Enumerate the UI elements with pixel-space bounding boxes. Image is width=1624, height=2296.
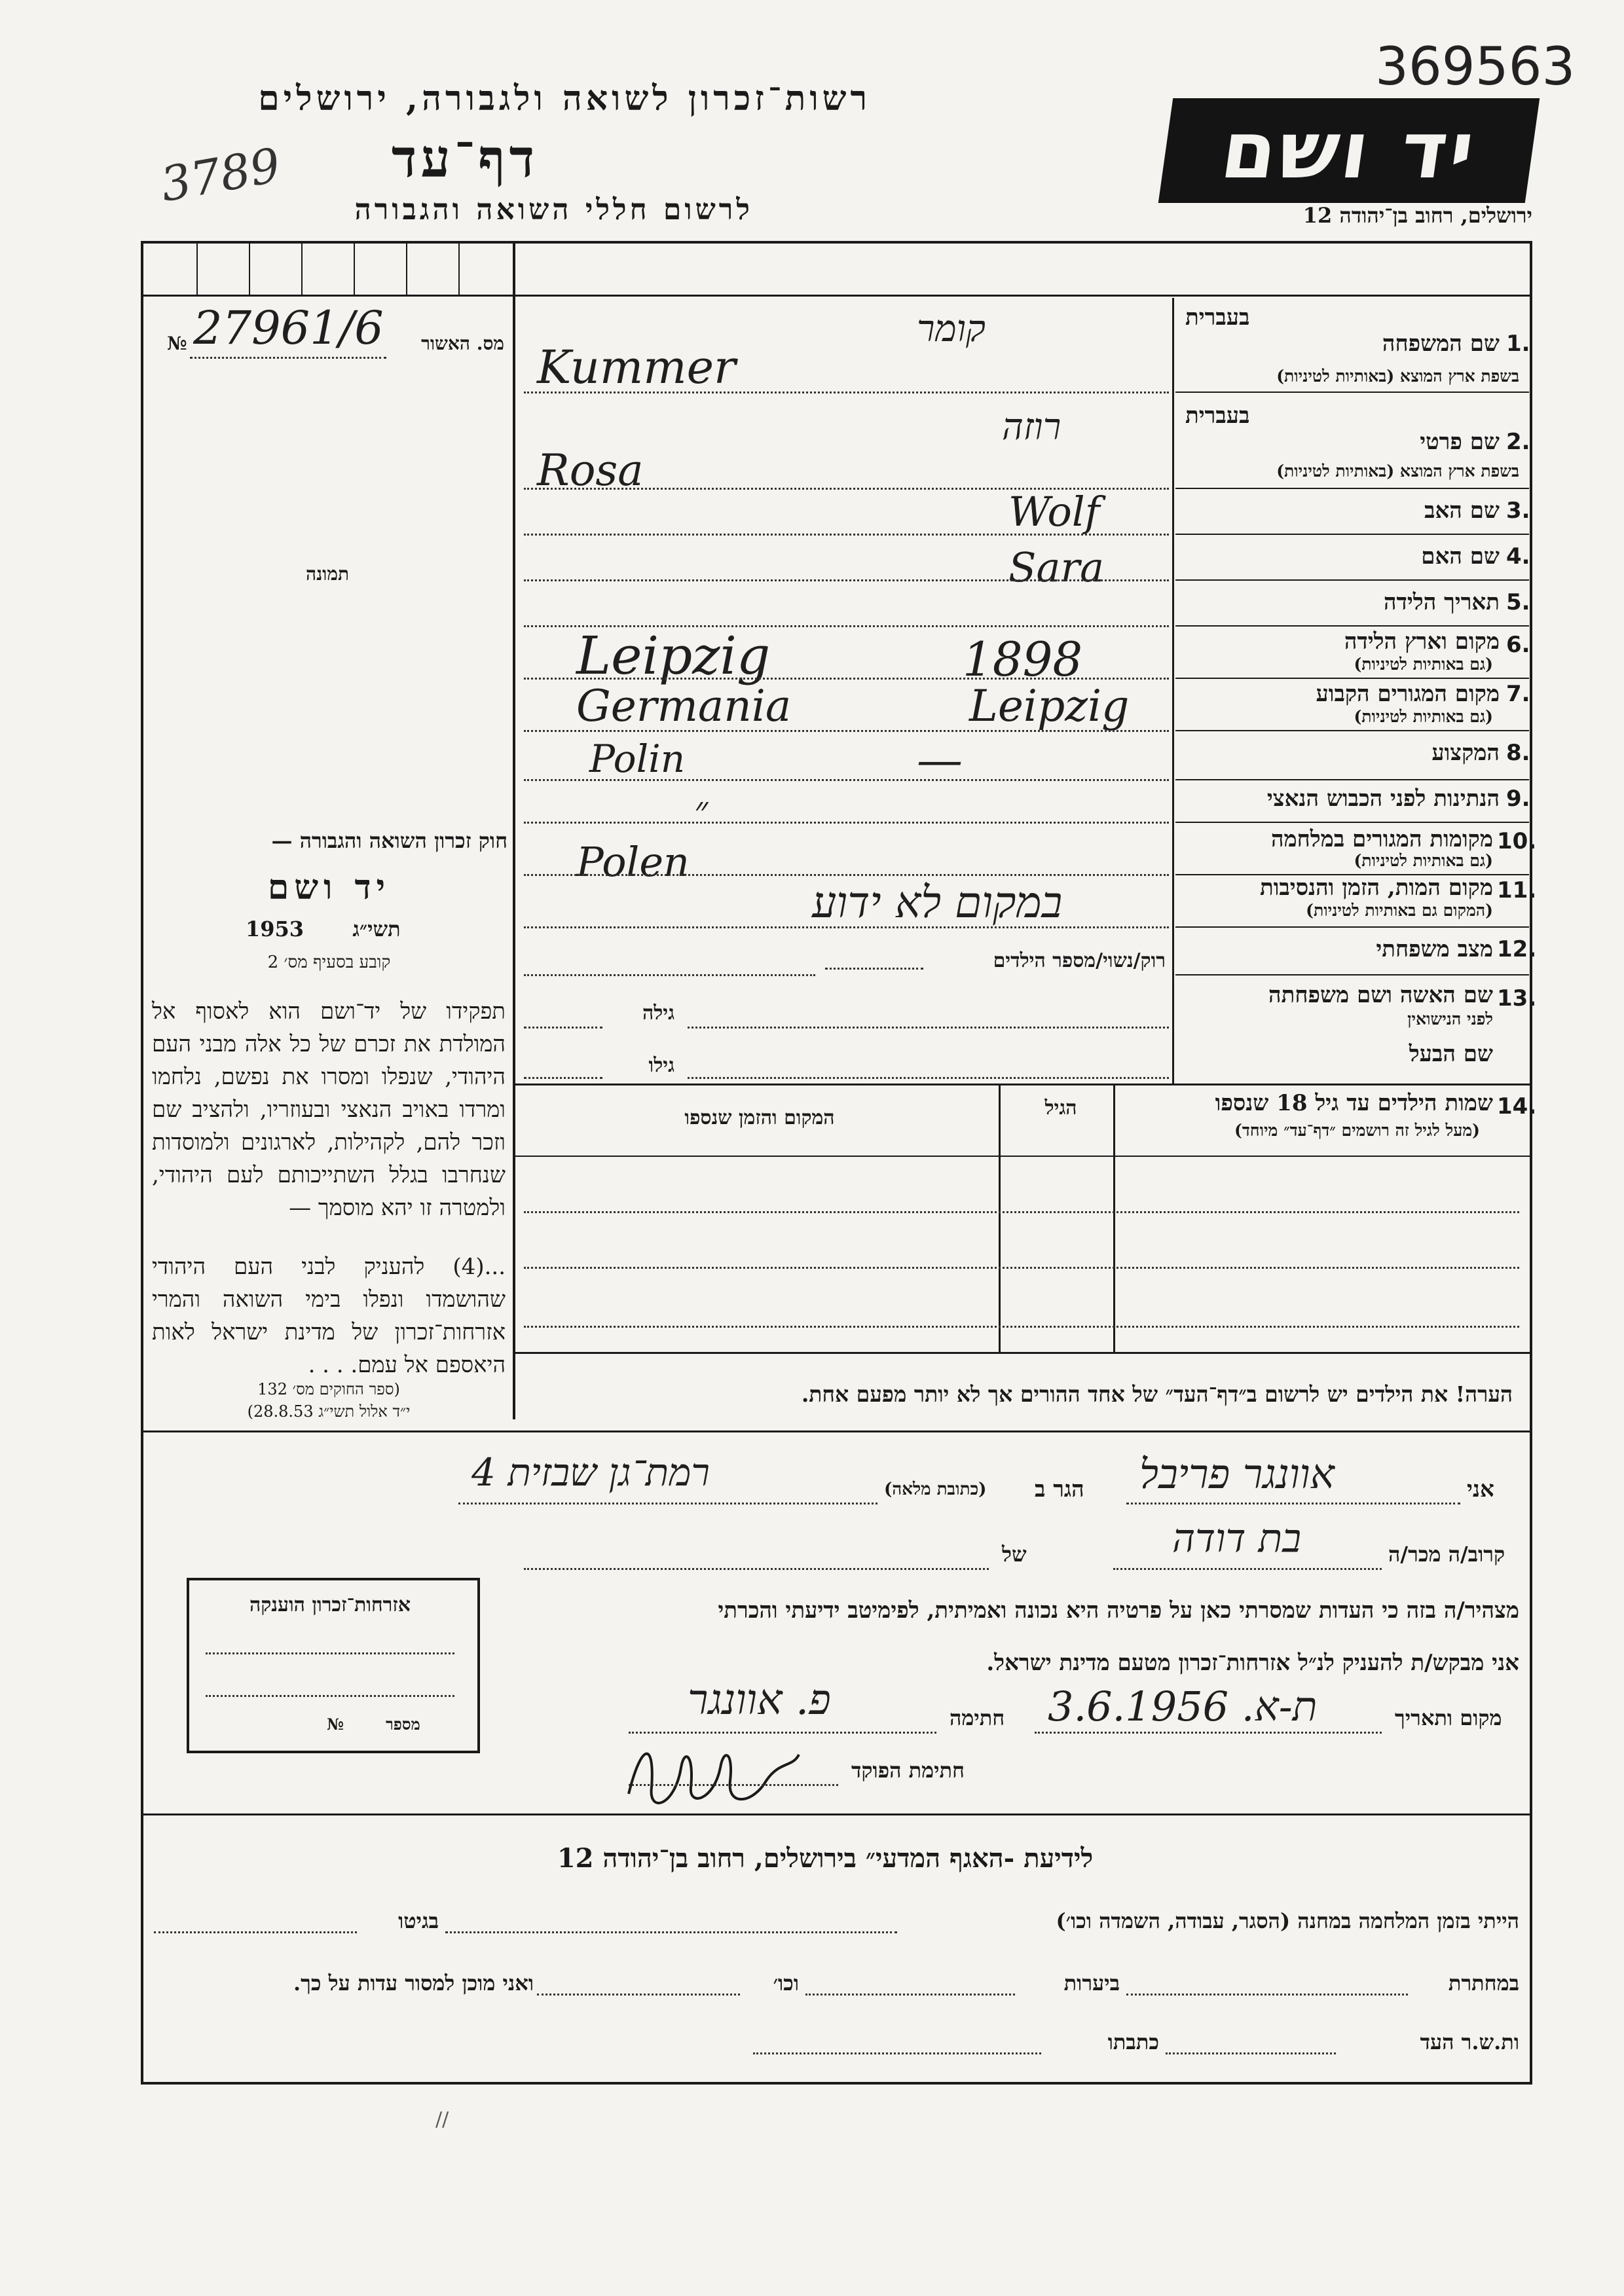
- statement-1: מצהיר/ה בזה כי העדות שמסרתי כאן על פרטיה היא נכונה ואמיתית, לפימיטב ידיעתי והכרתי: [718, 1597, 1519, 1624]
- info-line2-c: וכו׳: [773, 1971, 799, 1995]
- frame-right: [1530, 241, 1532, 2084]
- top-box-divider: [406, 241, 407, 295]
- field-12-line: [524, 974, 815, 976]
- row-line: [1175, 625, 1529, 627]
- field-2-number: 2.: [1506, 429, 1530, 455]
- law-source-1: (ספר החוקים מס׳ 132: [257, 1380, 400, 1398]
- info-line3-dots-2: [753, 2052, 1041, 2054]
- declarant-name: אוונגר פריבל: [1139, 1450, 1335, 1498]
- of-line: [524, 1568, 989, 1570]
- statement-2: אני מבקש/ת להעניק לנ״ל אזרחות־זכרון מטעם מדינת ישראל.: [986, 1650, 1519, 1676]
- field-10-number: 10.: [1497, 828, 1537, 854]
- law-clause: קובע בסעיף מס׳ 2: [267, 953, 391, 972]
- name-line: [1126, 1503, 1460, 1504]
- row-line: [1175, 822, 1529, 823]
- info-line1-ghetto-dots: [154, 1931, 357, 1933]
- citizenship-box-prefix: №: [327, 1715, 344, 1734]
- law-hebrew-year: תשי״ג: [352, 917, 401, 941]
- info-line2-dots-3: [537, 1994, 740, 1995]
- citizenship-box-line: [206, 1652, 454, 1654]
- field-2-sub: בשפת ארץ המוצא (באותיות לטיניות): [1276, 462, 1519, 481]
- field-1-line: [524, 392, 1169, 393]
- approval-line: [190, 357, 386, 359]
- officer-signature-label: חתימת הפוקד: [851, 1758, 965, 1783]
- field-6-label: מקום וארץ הלידה: [1344, 629, 1500, 655]
- info-line2-a: במחתרת: [1448, 1971, 1519, 1995]
- row-line: [1175, 392, 1529, 393]
- field-4-label: שם האם: [1421, 543, 1500, 570]
- row-line: [1175, 926, 1529, 928]
- field-11-label: מקום המות, הזמן והנסיבות: [1259, 875, 1493, 901]
- field-8-value2: —: [917, 733, 963, 787]
- field-2-label: שם פרטי: [1420, 429, 1500, 455]
- approval-label: מס. האשור: [421, 333, 504, 354]
- field-4-number: 4.: [1506, 543, 1530, 570]
- children-title: שמות הילדים עד גיל 18 שנספו: [1215, 1090, 1493, 1116]
- top-box-divider: [354, 241, 355, 295]
- relation-line: [1113, 1568, 1382, 1570]
- address-hint: (כתובת מלאה): [884, 1480, 987, 1499]
- field-7-label: מקום המגורים הקבוע: [1316, 681, 1500, 707]
- field-13-line: [688, 1027, 1169, 1029]
- top-box-divider: [458, 241, 460, 295]
- field-7-value2: Leipzig: [969, 681, 1130, 731]
- declarant-address: רמת־גן שבזית 4: [471, 1450, 710, 1495]
- field-husband-label: שם הבעל: [1409, 1041, 1493, 1067]
- info-line2-b: ביערות: [1063, 1971, 1120, 1995]
- left-panel-divider: [513, 241, 515, 1419]
- children-col-place: המקום והזמן שנספו: [684, 1106, 835, 1129]
- field-1-value: Kummer: [537, 340, 736, 394]
- field-11-number: 11.: [1497, 877, 1537, 903]
- law-title: חוק זכרון השואה והגבורה —: [271, 828, 507, 853]
- frame-bottom: [141, 2082, 1532, 2085]
- top-box-divider: [301, 241, 303, 295]
- field-10-value: Polen: [576, 838, 690, 886]
- children-col-divider: [1113, 1084, 1115, 1352]
- field-2-value: Rosa: [537, 445, 644, 496]
- field-8-line: [524, 779, 1169, 781]
- info-line1-b: בגיטו: [398, 1908, 439, 1933]
- field-12-number: 12.: [1497, 936, 1537, 962]
- law-year: 1953: [246, 917, 304, 941]
- field-2-hebrew-tag: בעברית: [1185, 403, 1250, 429]
- relation-label: קרוב/ה מכר/ה: [1388, 1542, 1505, 1567]
- info-line1-a: הייתי בזמן המלחמה במחנה (הסגר, עבודה, השמדה וכו׳): [1056, 1908, 1519, 1933]
- label-column-divider: [1172, 298, 1174, 1084]
- field-3-number: 3.: [1506, 498, 1530, 524]
- place-date-line: [1035, 1732, 1382, 1734]
- info-line2-dots-2: [805, 1994, 1015, 1995]
- wife-age-line: [524, 1027, 602, 1029]
- children-header-line: [514, 1156, 1530, 1157]
- field-4-value: Sara: [1008, 543, 1105, 591]
- husband-age-line: [524, 1077, 602, 1079]
- frame-left: [141, 241, 143, 2084]
- authority-line: רשות־זכרון לשואה ולגבורה, ירושלים: [258, 79, 871, 118]
- field-8-label: המקצוע: [1431, 740, 1500, 766]
- field-2-hebrew-value: רוזה: [1002, 406, 1061, 448]
- field-6-value: Leipzig: [576, 625, 771, 686]
- law-paragraph-2: ...(4) להעניק לבני העם היהודי שהושמדו ונפלו בימי השואה והמרי אזרחות־זכרון של מדינת ישראל לאות היאספם אל עמם. . . .: [152, 1254, 506, 1378]
- field-11-line: [524, 926, 1169, 928]
- field-7-value: Germania: [576, 681, 792, 731]
- field-1-sub: בשפת ארץ המוצא (באותיות לטיניות): [1276, 367, 1519, 386]
- info-title: לידיעת -האגף המדעי״ בירושלים, רחוב בן־יהודה 12: [557, 1843, 1094, 1874]
- field-6-number: 6.: [1506, 632, 1530, 658]
- field-12-label: מצב משפחתי: [1376, 936, 1493, 962]
- field-9-value: ״: [694, 789, 709, 831]
- info-line3-a: ות.ש.ר העד: [1420, 2030, 1519, 2054]
- law-source-2: י״ד אלול תשי״ג 28.8.53): [247, 1402, 411, 1421]
- row-line: [1175, 730, 1529, 731]
- husband-age-label: גילו: [648, 1054, 674, 1077]
- signature-value: פ. אוונגר: [688, 1676, 831, 1724]
- children-number: 14.: [1497, 1093, 1537, 1120]
- field-11-value: במקום לא ידוע: [812, 877, 1063, 928]
- field-5-label: תאריך הלידה: [1383, 589, 1500, 615]
- yad-vashem-logo: [1158, 98, 1540, 203]
- citizenship-box: [187, 1578, 480, 1753]
- citizenship-box-number: מספר: [386, 1715, 420, 1734]
- frame-top: [141, 241, 1532, 244]
- citizenship-box-title: אזרחות־זכרון הוענקה: [249, 1594, 411, 1616]
- address-line: [458, 1503, 877, 1504]
- field-13-label: שם האשה ושם משפחתה: [1268, 982, 1493, 1008]
- children-col-age: הגיל: [1044, 1097, 1077, 1120]
- row-line: [1175, 779, 1529, 780]
- children-row-line: [524, 1267, 1519, 1269]
- info-line2-dots-1: [1126, 1994, 1408, 1995]
- field-husband-line: [688, 1077, 1169, 1079]
- logo-text: יד ושם: [1215, 105, 1483, 196]
- resides-label: הגר ב: [1035, 1476, 1084, 1503]
- row-line: [1175, 678, 1529, 679]
- field-1-label: שם המשפחה: [1382, 331, 1500, 357]
- relation-value: בת דודה: [1172, 1516, 1302, 1561]
- field-11-sub: (המקום גם באותיות לטיניות): [1306, 901, 1493, 920]
- signature-label: חתימה: [950, 1705, 1005, 1730]
- children-row-line: [524, 1211, 1519, 1213]
- children-row-line: [524, 1326, 1519, 1328]
- field-6-sub: (גם באותיות לטיניות): [1354, 655, 1493, 674]
- archive-number: 369563: [1375, 36, 1576, 97]
- top-boxes-bottom: [141, 295, 1532, 297]
- field-1-number: 1.: [1506, 331, 1530, 357]
- place-date-label: מקום ותאריך: [1395, 1705, 1502, 1730]
- wife-age-label: גילה: [642, 1002, 674, 1025]
- children-table-bottom: [514, 1352, 1530, 1354]
- address-line: ירושלים, רחוב בן־יהודה 12: [1302, 203, 1532, 228]
- field-4-line: [524, 579, 1169, 581]
- children-note: (מעל לגיל זה רושמים ״דף־עד״ מיוחד): [1234, 1121, 1480, 1140]
- field-3-line: [524, 534, 1169, 536]
- citizenship-box-line: [206, 1695, 454, 1697]
- info-line3-b: כתבתו: [1107, 2030, 1159, 2054]
- field-3-value: Wolf: [1008, 488, 1100, 536]
- field-3-label: שם האב: [1424, 498, 1500, 524]
- field-10-label: מקומות המגורים במלחמה: [1270, 826, 1493, 852]
- field-1-hebrew-tag: בעברית: [1185, 304, 1250, 331]
- field-10-sub: (גם באותיות לטיניות): [1354, 851, 1493, 870]
- field-7-sub: (גם באותיות לטיניות): [1354, 707, 1493, 726]
- of-label: של: [1002, 1542, 1027, 1567]
- approval-prefix: №: [167, 333, 187, 354]
- field-10-line: [524, 874, 1169, 876]
- children-count-line: [825, 968, 923, 970]
- children-table-top: [514, 1084, 1530, 1085]
- field-13-sub: לפני הנישואין: [1407, 1010, 1493, 1029]
- top-box-divider: [249, 241, 250, 295]
- law-name: יד ושם: [267, 867, 391, 907]
- approval-value: 27961/6: [193, 301, 384, 355]
- field-9-label: הנתינות לפני הכבוש הנאצי: [1266, 786, 1500, 812]
- field-8-number: 8.: [1506, 740, 1530, 766]
- info-line3-dots-1: [1166, 2052, 1336, 2054]
- form-subtitle: לרשום חללי השואה והגבורה: [354, 193, 753, 227]
- photo-label: תמונה: [305, 563, 350, 585]
- field-1-hebrew-value: קומר: [917, 308, 986, 350]
- field-7-number: 7.: [1506, 681, 1530, 707]
- field-13-number: 13.: [1497, 985, 1537, 1011]
- field-6-line: [524, 678, 1169, 680]
- footer-mark: //: [435, 2108, 449, 2131]
- row-line: [1175, 534, 1529, 535]
- children-col-divider: [999, 1084, 1001, 1352]
- marital-options-label: רוק/נשוי/מספר הילדים: [993, 949, 1166, 972]
- field-5-number: 5.: [1506, 589, 1530, 615]
- field-9-number: 9.: [1506, 786, 1530, 812]
- field-8-value: Polin: [589, 737, 686, 781]
- row-line: [1175, 974, 1529, 975]
- stamp-number: 3789: [157, 137, 285, 213]
- field-7-line: [524, 730, 1169, 732]
- law-paragraph-1: תפקידו של יד־ושם הוא לאסוף אל המולדת את זכרם של כל אלה מבני העם היהודי, שנפלו ומסרו את נפשם, נלחמו ומרדו באויב הנאצי ובעוזריו, ולהציב שם וזכר להם, לקהילות, לארגונים ולמוסדות שנחרבו בגלל השתייכותם לעם היהודי, ולמטרה זו יהא מוסמך —: [152, 998, 506, 1221]
- row-line: [1175, 579, 1529, 581]
- children-footnote: הערה! את הילדים יש לרשום ב״דף־העד״ של אחד ההורים אך לא יותר מפעם אחת.: [801, 1381, 1513, 1407]
- place-date-value: ת-א. 3.6.1956: [1048, 1683, 1318, 1730]
- i-label: אני: [1467, 1476, 1494, 1503]
- info-line2-d: ואני מוכן למסור עדות על כך.: [293, 1971, 534, 1995]
- row-line: [1175, 488, 1529, 489]
- officer-signature-scribble: [616, 1728, 812, 1820]
- form-title: דף־עד: [391, 128, 539, 189]
- top-box-divider: [196, 241, 198, 295]
- info-line1-dots: [445, 1931, 897, 1933]
- info-section-top: [141, 1813, 1532, 1815]
- field-9-line: [524, 822, 1169, 824]
- field-6-value2: 1898: [963, 632, 1083, 687]
- declaration-top: [141, 1430, 1532, 1432]
- officer-signature-line: [629, 1784, 838, 1786]
